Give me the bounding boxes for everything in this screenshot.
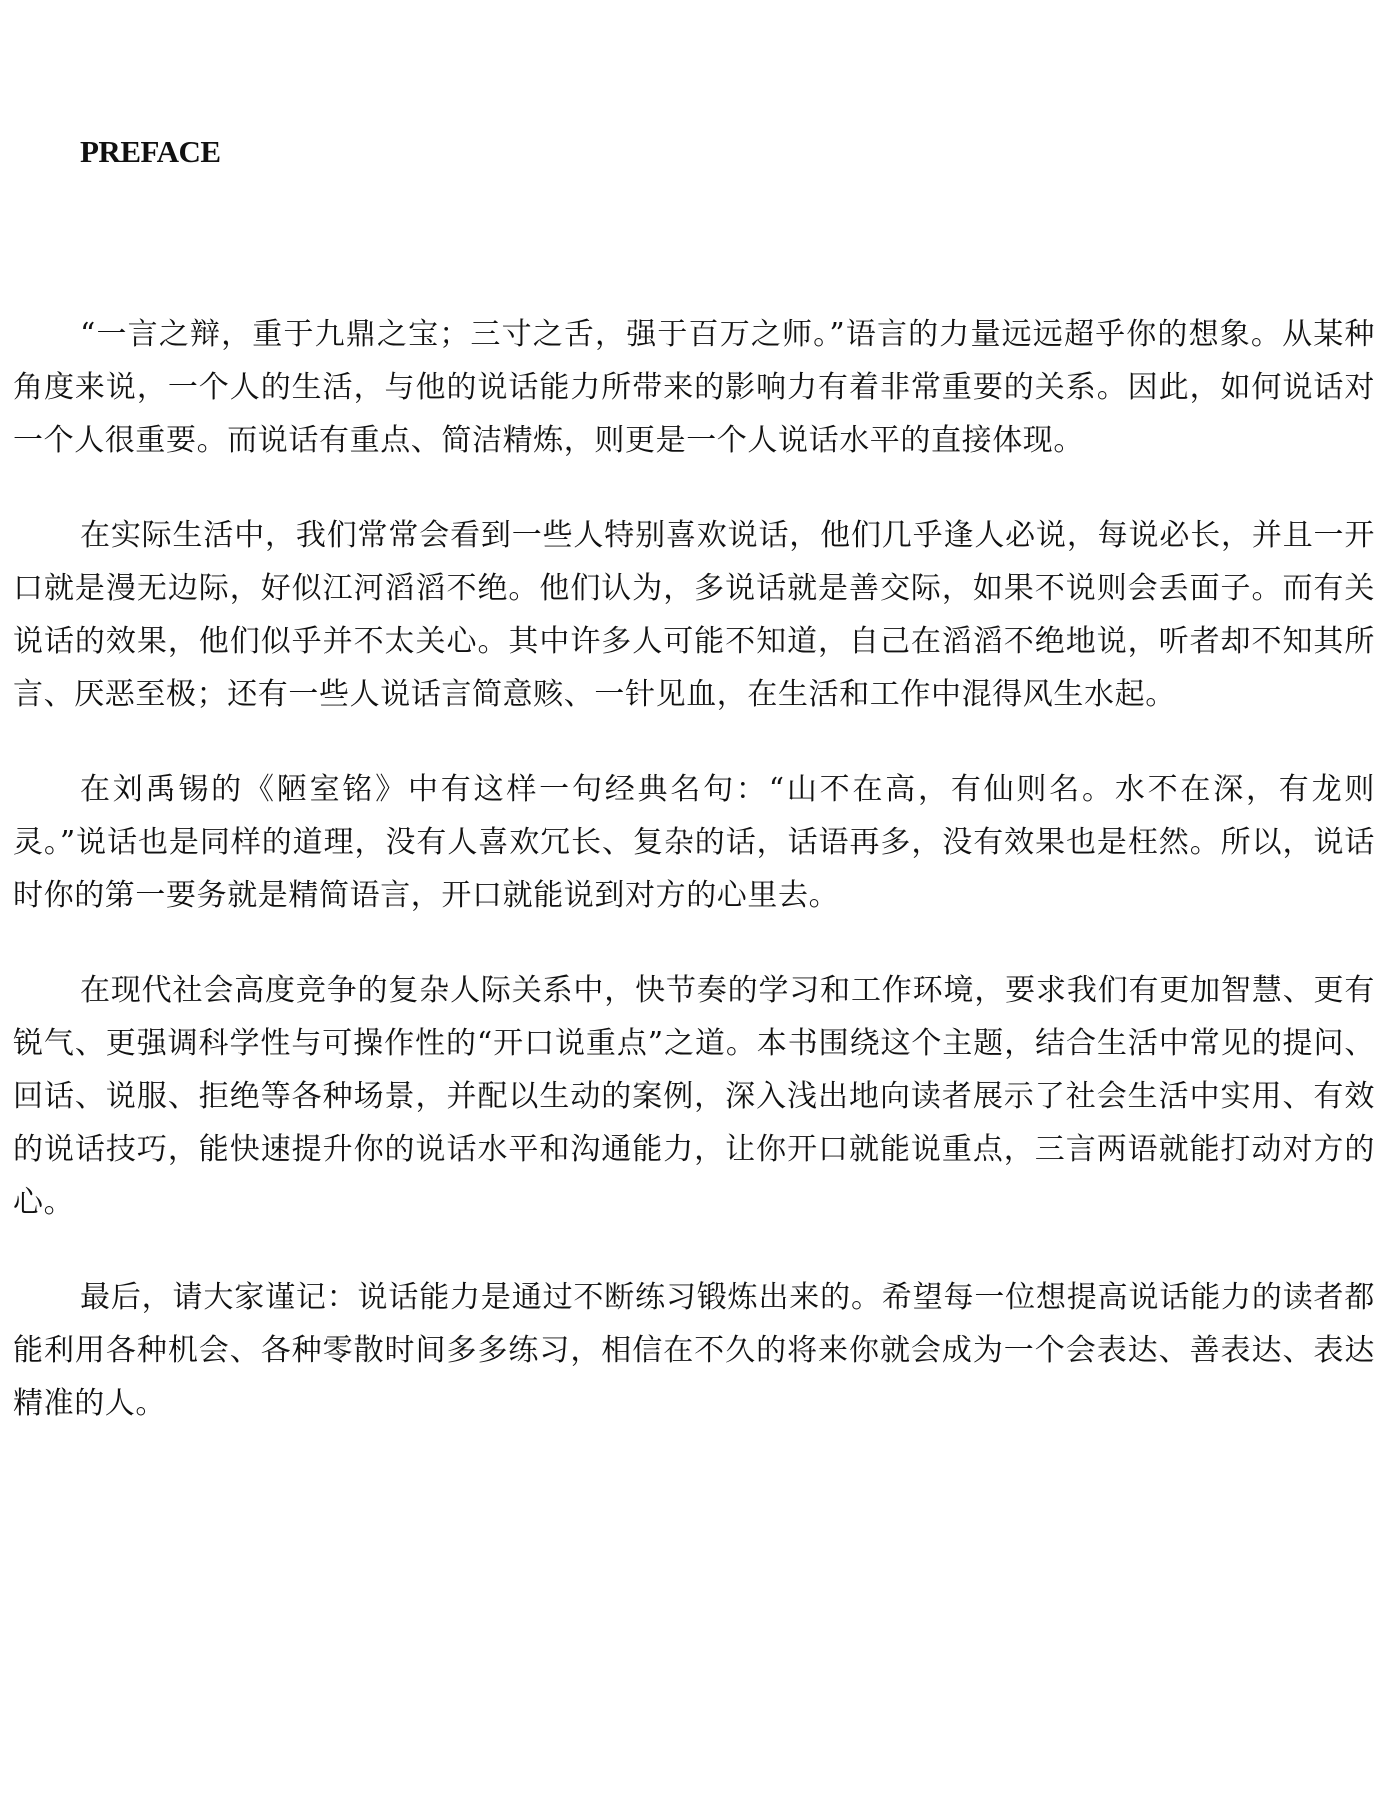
paragraph-4: 在现代社会高度竞争的复杂人际关系中，快节奏的学习和工作环境，要求我们有更加智慧、更有锐气、更强调科学性与可操作性的“开口说重点”之道。本书围绕这个主题，结合生活中常见的提问、回话、说服、拒绝等各种场景，并配以生动的案例，深入浅出地向读者展示了社会生活中实用、有效的说话技巧，能快速提升你的说话水平和沟通能力，让你开口就能说重点，三言两语就能打动对方的心。 xyxy=(13,973,1375,1220)
paragraph-2: 在实际生活中，我们常常会看到一些人特别喜欢说话，他们几乎逢人必说，每说必长，并且一开口就是漫无边际，好似江河滔滔不绝。他们认为，多说话就是善交际，如果不说则会丢面子。而有关说话的效果，他们似乎并不太关心。其中许多人可能不知道，自己在滔滔不绝地说，听者却不知其所言、厌恶至极；还有一些人说话言简意赅、一针见血，在生活和工作中混得风生水起。 xyxy=(13,518,1375,712)
page-title: PREFACE xyxy=(80,134,221,169)
preface-body xyxy=(13,308,1375,1472)
paragraph-1: “一言之辩，重于九鼎之宝；三寸之舌，强于百万之师。”语言的力量远远超乎你的想象。从某种角度来说，一个人的生活，与他的说话能力所带来的影响力有着非常重要的关系。因此，如何说话对一个人很重要。而说话有重点、简洁精炼，则更是一个人说话水平的直接体现。 xyxy=(13,317,1375,458)
paragraph-3: 在刘禹锡的《陋室铭》中有这样一句经典名句：“山不在高，有仙则名。水不在深，有龙则灵。”说话也是同样的道理，没有人喜欢冗长、复杂的话，话语再多，没有效果也是枉然。所以，说话时你的第一要务就是精简语言，开口就能说到对方的心里去。 xyxy=(13,772,1375,913)
paragraph-5: 最后，请大家谨记：说话能力是通过不断练习锻炼出来的。希望每一位想提高说话能力的读者都能利用各种机会、各种零散时间多多练习，相信在不久的将来你就会成为一个会表达、善表达、表达精准的人。 xyxy=(13,1280,1375,1421)
